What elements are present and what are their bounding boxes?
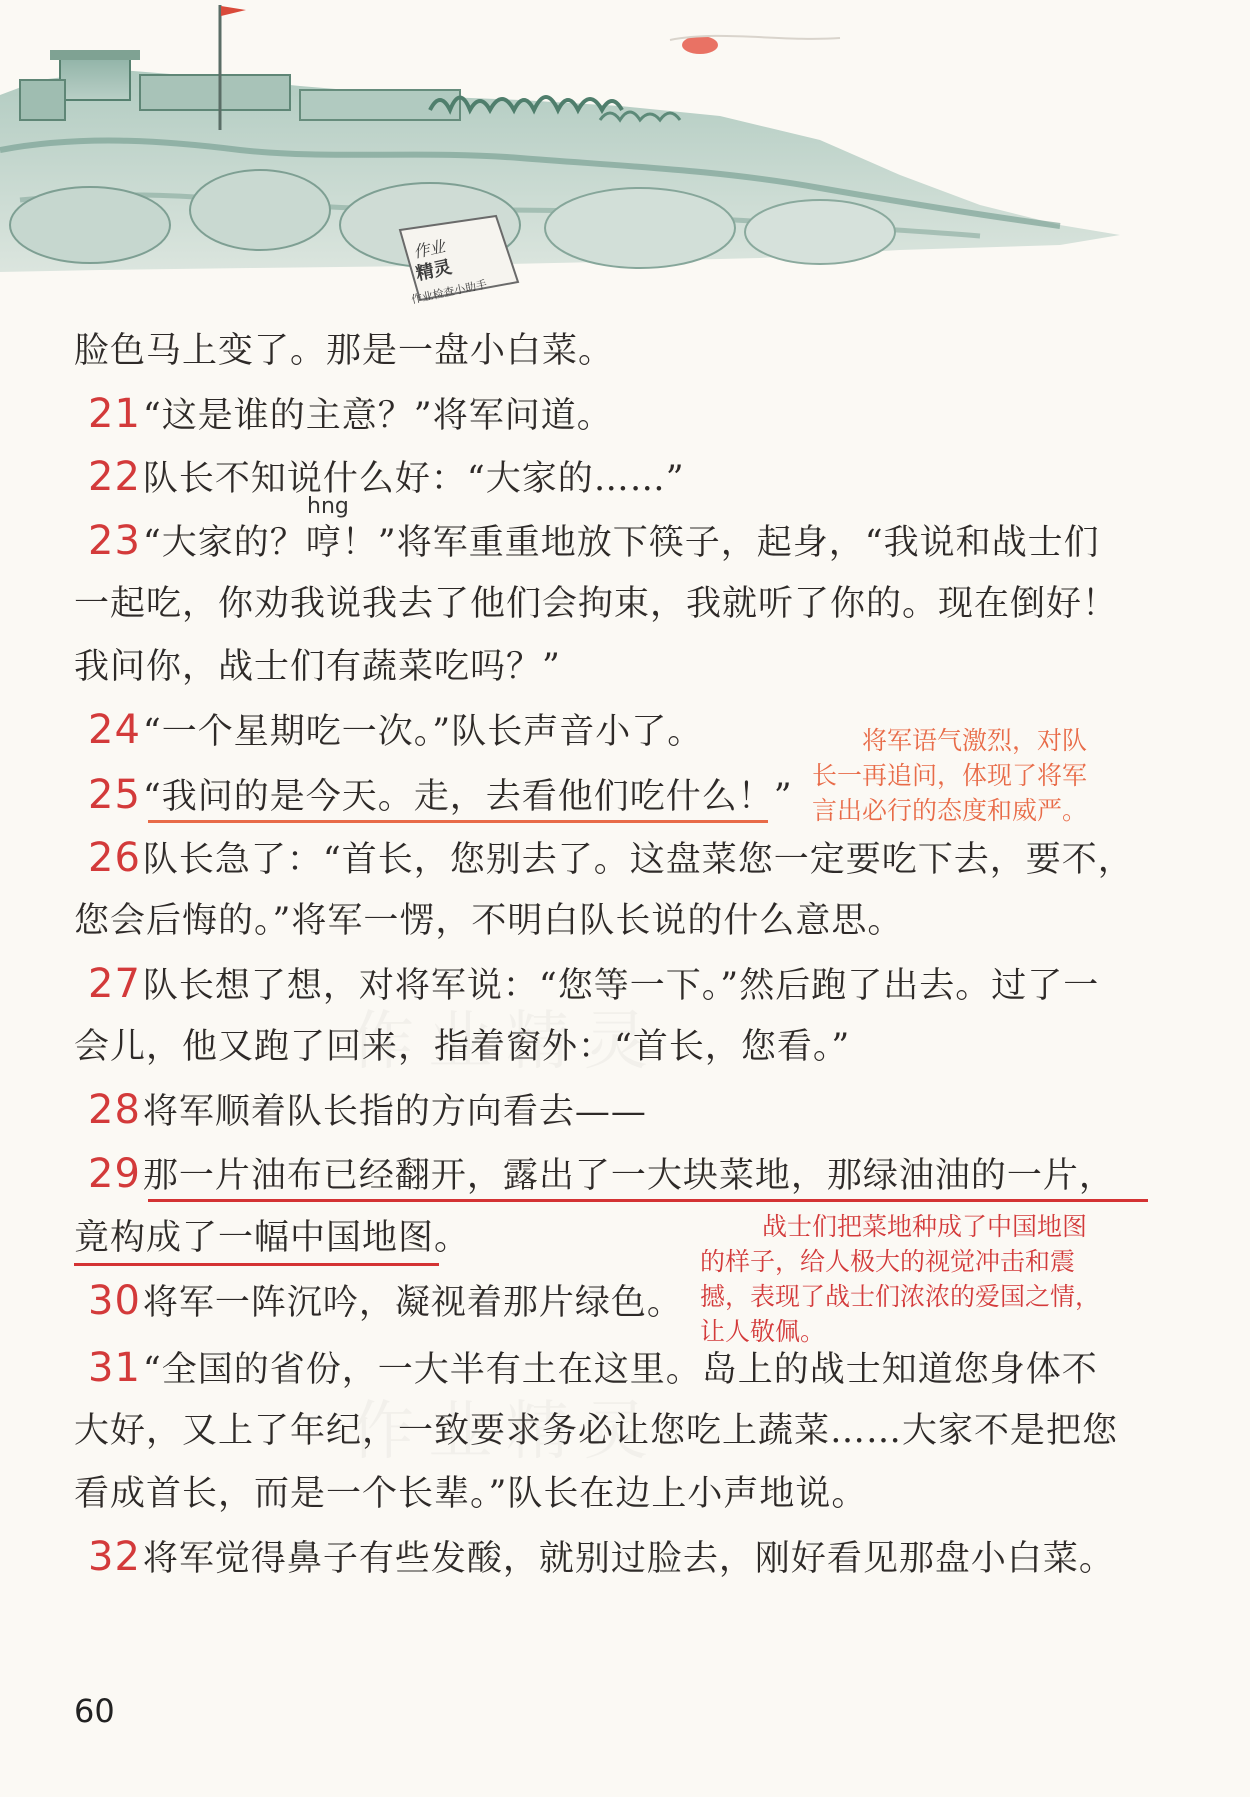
- paragraph-24: 24“一个星期吃一次。”队长声音小了。: [88, 707, 704, 753]
- watermark: [350, 1380, 662, 1472]
- page-number: 60: [74, 1692, 115, 1730]
- paragraph-continuation: 脸色马上变了。那是一盘小白菜。: [74, 331, 615, 371]
- paragraph-27-line2: 会儿，他又跑了回来，指着窗外：“首长，您看。”: [74, 1027, 851, 1067]
- paragraph-31-line2: 大好，又上了年纪，一致要求务必让您吃上蔬菜……大家不是把您: [74, 1411, 1119, 1451]
- annotation-general-tone: 将军语气激烈，对队 长一再追问，体现了将军 言出必行的态度和威严。: [812, 726, 1088, 825]
- paragraph-26: 26队长急了：“首长，您别去了。这盘菜您一定要吃下去，要不，: [88, 835, 1134, 881]
- watermark: [350, 990, 662, 1082]
- underline-25: [148, 820, 768, 823]
- paragraph-25: 25“我问的是今天。走，去看他们吃什么！”: [88, 772, 793, 818]
- underline-29-line1: [148, 1199, 1148, 1202]
- stamp-line2: 精灵: [414, 256, 454, 284]
- homework-helper-stamp-logo: [378, 212, 528, 307]
- annotation-patriotism: 战士们把菜地种成了中国地图 的样子，给人极大的视觉冲击和震 撼，表现了战士们浓浓的爱国之情， 让人敬佩。: [700, 1212, 1101, 1346]
- paragraph-29: 29那一片油布已经翻开，露出了一大块菜地，那绿油油的一片，: [88, 1151, 1115, 1197]
- paragraph-23: 23“大家的？哼！”将军重重地放下筷子，起身，“我说和战士们: [88, 518, 1100, 564]
- paragraph-32: 32将军觉得鼻子有些发酸，就别过脸去，刚好看见那盘小白菜。: [88, 1534, 1115, 1580]
- paragraph-27: 27队长想了想，对将军说：“您等一下。”然后跑了出去。过了一: [88, 961, 1100, 1007]
- stamp-line1: 作业: [412, 238, 447, 262]
- island-illustration: [0, 0, 1250, 300]
- paragraph-31: 31“全国的省份，一大半有土在这里。岛上的战士知道您身体不: [88, 1345, 1098, 1391]
- paragraph-29-line2: 竟构成了一幅中国地图。: [74, 1218, 471, 1258]
- paragraph-23-line2: 一起吃，你劝我说我去了他们会拘束，我就听了你的。现在倒好！: [74, 584, 1119, 624]
- underline-29-line2: [74, 1263, 439, 1266]
- paragraph-23-line3: 我问你，战士们有蔬菜吃吗？”: [74, 647, 561, 687]
- paragraph-22: 22队长不知说什么好：“大家的……”: [88, 454, 685, 500]
- paragraph-26-line2: 您会后悔的。”将军一愣，不明白队长说的什么意思。: [74, 901, 904, 941]
- paragraph-30: 30将军一阵沉吟，凝视着那片绿色。: [88, 1278, 683, 1324]
- paragraph-31-line3: 看成首长，而是一个长辈。”队长在边上小声地说。: [74, 1474, 868, 1514]
- paragraph-28: 28将军顺着队长指的方向看去——: [88, 1087, 647, 1133]
- pinyin-annotation: hng: [307, 494, 349, 519]
- paragraph-21: 21“这是谁的主意？”将军问道。: [88, 391, 613, 437]
- stamp-line3: 作业检查小助手: [410, 278, 489, 307]
